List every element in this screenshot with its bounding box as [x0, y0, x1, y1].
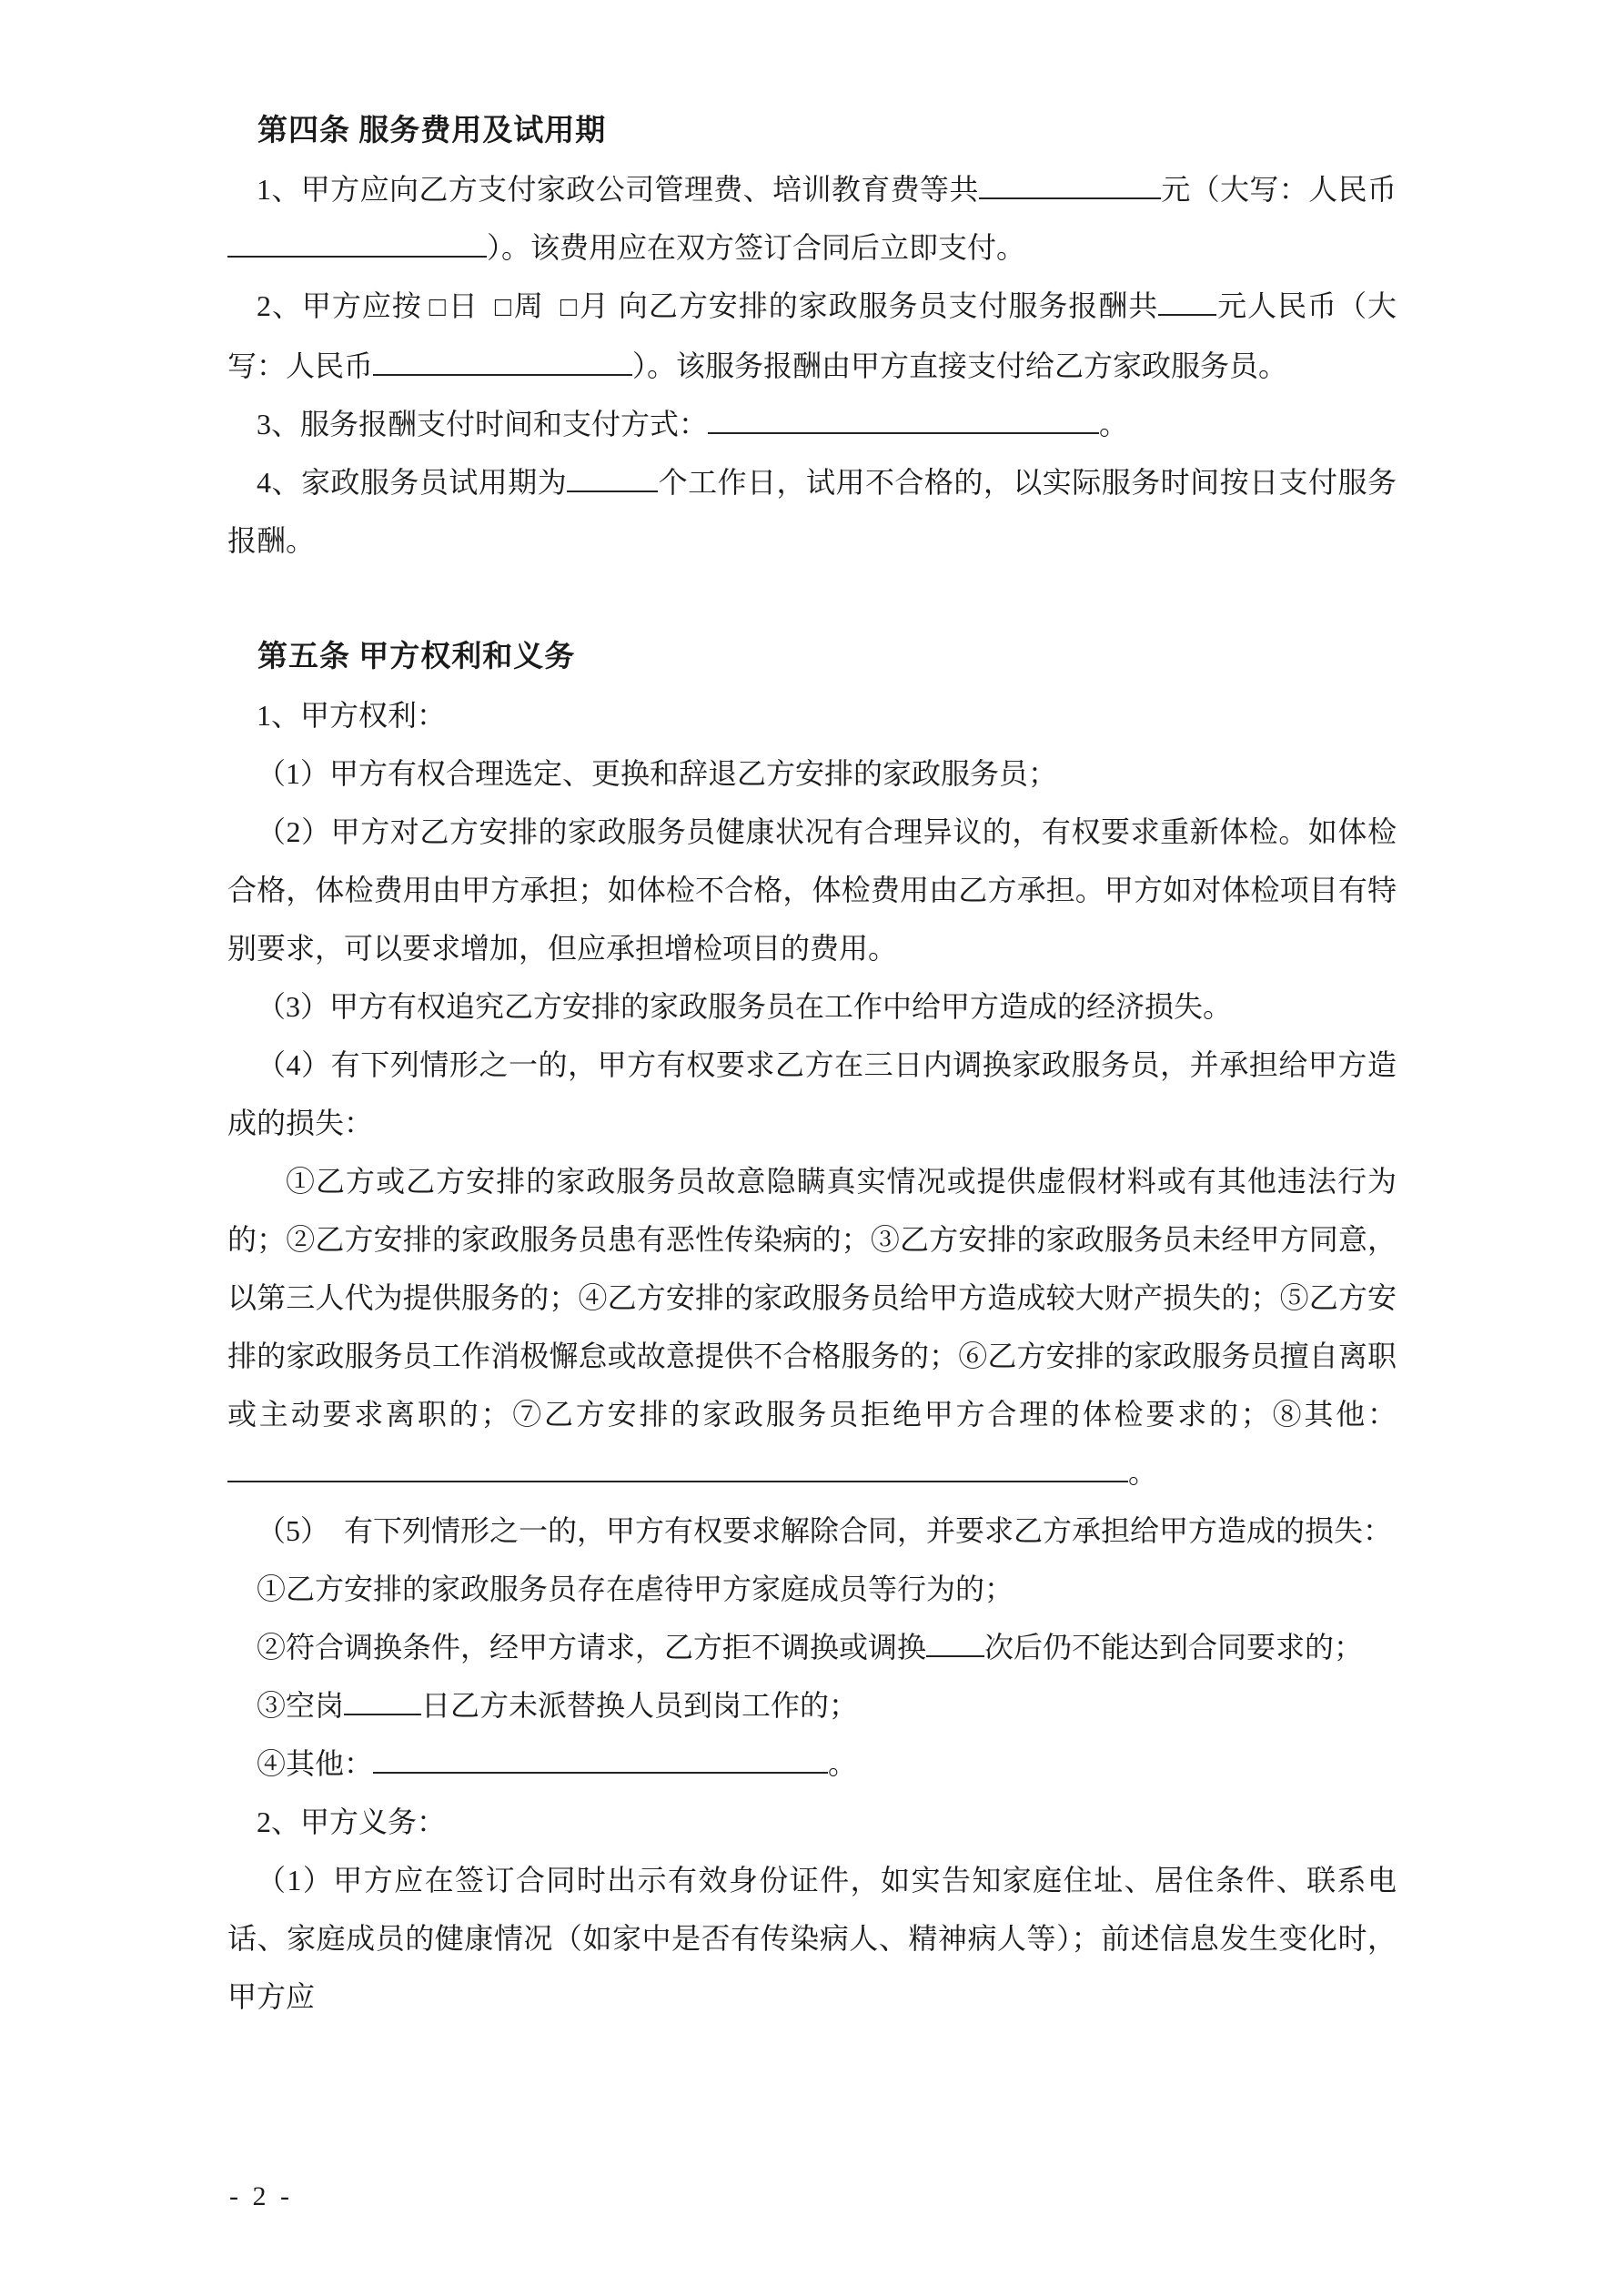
- paragraph: [227, 977, 1397, 1036]
- text-run: ）。该服务报酬由甲方直接支付给乙方家政服务员。: [632, 349, 1288, 382]
- fill-in-blank: [979, 170, 1161, 199]
- paragraph: [227, 1735, 1397, 1793]
- text-run: 向乙方安排的家政服务员支付服务报酬共: [618, 289, 1159, 322]
- text-run: ）。该费用应在双方签订合同后立即支付。: [487, 231, 1026, 264]
- text-run: ①乙方或乙方安排的家政服务员故意隐瞒真实情况或提供虚假材料或有其他违法行为的；②乙方安排的家政服务员患有恶性传染病的；③乙方安排的家政服务员未经甲方同意，以第三人代为提供服务的；④乙方安排的家政服务员给甲方造成较大财产损失的；⑤乙方安排的家政服务员工作消极懈怠或故意提供不合格服务的；⑥乙方安排的家政服务员擅自离职或主动要求离职的；⑦乙方安排的家政服务员拒绝甲方合理的体检要求的；⑧其他：: [227, 1165, 1397, 1431]
- text-run: （2）甲方对乙方安排的家政服务员健康状况有合理异议的，有权要求重新体检。如体检合格，体检费用由甲方承担；如体检不合格，体检费用由乙方承担。甲方如对体检项目有特别要求，可以要求增加，但应承担增检项目的费用。: [227, 815, 1397, 965]
- section-heading: 第五条 甲方权利和义务: [257, 641, 576, 673]
- text-run: 1、甲方权利：: [257, 699, 447, 732]
- checkbox-label: 周: [512, 289, 544, 322]
- contract-section: [227, 102, 1397, 570]
- fill-in-blank: [344, 1686, 421, 1715]
- text-run: ④其他：: [257, 1747, 374, 1780]
- paragraph: [227, 160, 1397, 277]
- checkbox-option[interactable]: [495, 289, 544, 322]
- fill-in-blank: [328, 1453, 1128, 1482]
- checkbox-option[interactable]: [560, 289, 610, 322]
- text-run: ③空岗: [257, 1689, 345, 1722]
- paragraph: [227, 1676, 1397, 1735]
- section-heading: 第四条 服务费用及试用期: [257, 115, 607, 147]
- text-run: 日乙方未派替换人员到岗工作的；: [421, 1689, 859, 1722]
- text-run: ②符合调换条件，经甲方请求，乙方拒不调换或调换: [257, 1631, 927, 1664]
- text-run: （4）有下列情形之一的，甲方有权要求乙方在三日内调换家政服务员，并承担给甲方造成的损失：: [227, 1048, 1397, 1139]
- fill-in-blank: [926, 1628, 984, 1657]
- page-number: - 2 -: [229, 2181, 293, 2211]
- text-run: （1）甲方应在签订合同时出示有效身份证件，如实告知家庭住址、居住条件、联系电话、家庭成员的健康情况（如家中是否有传染病人、精神病人等）；前述信息发生变化时，甲方应: [227, 1864, 1397, 2013]
- checkbox-icon[interactable]: □: [494, 292, 511, 322]
- paragraph: [227, 453, 1397, 570]
- text-run: （1）甲方有权合理选定、更换和辞退乙方安排的家政服务员；: [257, 757, 1058, 790]
- paragraph: [227, 395, 1397, 453]
- text-run: ①乙方安排的家政服务员存在虐待甲方家庭成员等行为的；: [257, 1573, 1014, 1605]
- paragraph: [227, 1152, 1397, 1502]
- paragraph: [227, 686, 1397, 744]
- text-run: （3）甲方有权追究乙方安排的家政服务员在工作中给甲方造成的经济损失。: [257, 990, 1233, 1023]
- checkbox-icon[interactable]: □: [429, 292, 446, 322]
- fill-in-blank: [708, 405, 1099, 434]
- text-run: 。: [828, 1747, 858, 1780]
- paragraph: [227, 1502, 1397, 1560]
- paragraph: [227, 1793, 1397, 1851]
- paragraph: [227, 277, 1397, 395]
- text-run: 元（大写：人民币: [1160, 173, 1397, 206]
- text-run: 。: [1099, 408, 1129, 440]
- fill-in-blank: [567, 463, 658, 492]
- fill-in-blank: [373, 1745, 828, 1774]
- fill-in-blank: [227, 1453, 328, 1482]
- paragraph: [227, 803, 1397, 977]
- text-run: 4、家政服务员试用期为: [257, 466, 568, 499]
- paragraph: [227, 1560, 1397, 1618]
- text-run: 次后仍不能达到合同要求的；: [984, 1631, 1364, 1664]
- text-run: 。: [1128, 1456, 1158, 1489]
- contract-section: [227, 628, 1397, 2026]
- fill-in-blank: [1158, 287, 1216, 316]
- text-run: 个工作日，试用不合格的，以实际服务时间按日支付服务报酬。: [227, 466, 1397, 557]
- checkbox-label: 日: [447, 289, 479, 322]
- fill-in-blank: [373, 347, 632, 376]
- paragraph: [227, 1036, 1397, 1152]
- paragraph: [227, 1851, 1397, 2026]
- paragraph: [227, 744, 1397, 803]
- text-run: 2、甲方义务：: [257, 1805, 447, 1838]
- checkbox-option[interactable]: [429, 289, 479, 322]
- checkbox-label: 月: [578, 289, 610, 322]
- text-run: 2、甲方应按: [257, 289, 422, 322]
- text-run: （5） 有下列情形之一的，甲方有权要求解除合同，并要求乙方承担给甲方造成的损失：: [257, 1514, 1393, 1547]
- text-run: 元人民币（大写：人民币: [227, 289, 1397, 382]
- contract-body: [227, 102, 1397, 2026]
- text-run: 3、服务报酬支付时间和支付方式：: [257, 408, 709, 440]
- text-run: 1、甲方应向乙方支付家政公司管理费、培训教育费等共: [257, 173, 979, 206]
- paragraph: [227, 1618, 1397, 1676]
- fill-in-blank: [227, 228, 487, 258]
- checkbox-icon[interactable]: □: [560, 292, 577, 322]
